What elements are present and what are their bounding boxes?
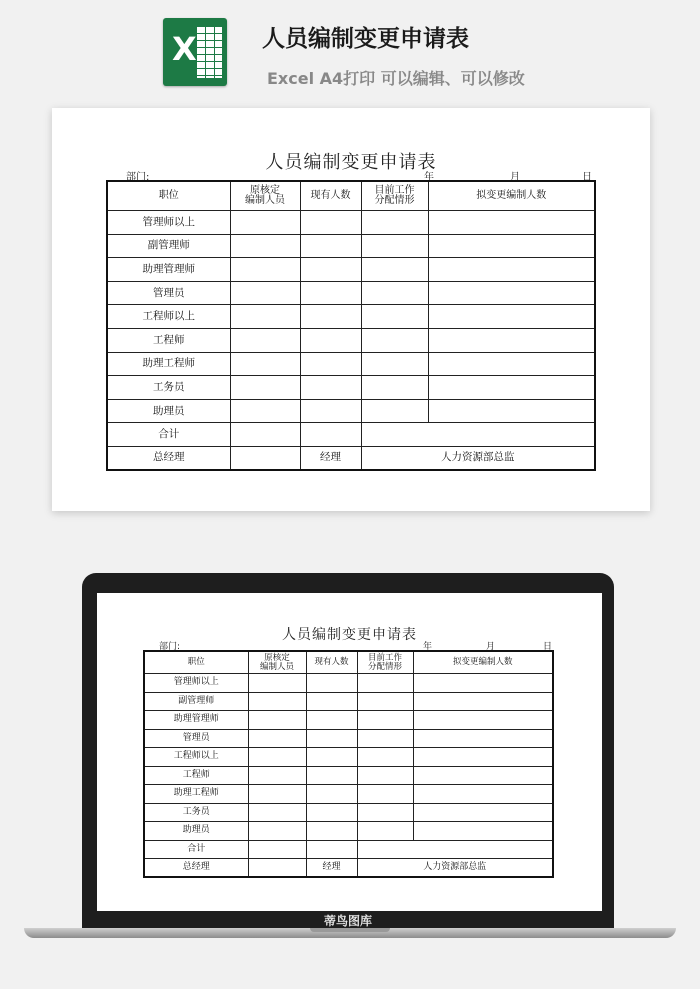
column-header: 职位 [144,651,248,674]
input-cell[interactable] [248,748,306,767]
position-cell: 管理师以上 [107,211,230,235]
column-header: 原核定 编制人员 [248,651,306,674]
table-row [144,674,553,693]
dept-label: 部门: [159,642,181,652]
hr-director-label: 人力资源部总监 [357,859,553,878]
column-header: 目前工作 分配情形 [357,651,413,674]
input-cell[interactable] [357,822,413,841]
table-row [107,399,595,423]
table-header-row [144,651,553,674]
input-cell[interactable] [413,822,553,841]
input-cell[interactable] [361,328,428,352]
position-cell: 助理管理师 [107,258,230,282]
year-label: 年 [424,172,434,183]
input-cell[interactable] [230,328,300,352]
input-cell[interactable] [306,785,357,804]
table-row [107,376,595,400]
position-cell: 助理工程师 [107,352,230,376]
input-cell[interactable] [300,352,361,376]
input-cell[interactable] [413,674,553,693]
input-cell[interactable] [306,748,357,767]
page-title: 人员编制变更申请表 [262,26,469,52]
table-row [107,281,595,305]
input-cell[interactable] [361,423,595,447]
day-label: 日 [582,172,592,183]
column-header: 拟变更编制人数 [428,181,595,211]
input-cell[interactable] [357,840,553,859]
input-cell[interactable] [361,305,428,329]
input-cell[interactable] [306,711,357,730]
input-cell[interactable] [300,376,361,400]
input-cell[interactable] [357,766,413,785]
position-cell: 管理师以上 [144,674,248,693]
input-cell[interactable] [300,211,361,235]
input-cell[interactable] [413,785,553,804]
column-header: 拟变更编制人数 [413,651,553,674]
staffing-table [143,650,554,878]
position-cell: 助理员 [144,822,248,841]
input-cell[interactable] [428,305,595,329]
input-cell[interactable] [306,674,357,693]
input-cell[interactable] [230,234,300,258]
table-header-row [107,181,595,211]
input-cell[interactable] [428,281,595,305]
table-row [107,305,595,329]
excel-icon-letter: X [172,30,197,68]
input-cell[interactable] [300,281,361,305]
month-label: 月 [510,172,520,183]
position-cell: 副管理师 [144,692,248,711]
input-cell[interactable] [306,729,357,748]
excel-icon [163,18,227,86]
laptop-screen [97,593,602,911]
gm-signature-cell[interactable] [230,446,300,470]
input-cell[interactable] [361,281,428,305]
input-cell[interactable] [357,785,413,804]
input-cell[interactable] [361,211,428,235]
column-header: 职位 [107,181,230,211]
input-cell[interactable] [300,258,361,282]
gm-signature-cell[interactable] [248,859,306,878]
table-row [144,766,553,785]
signature-row [144,859,553,878]
table-row [107,258,595,282]
input-cell[interactable] [413,711,553,730]
input-cell[interactable] [428,211,595,235]
table-row [107,211,595,235]
position-cell: 工程师以上 [144,748,248,767]
input-cell[interactable] [361,352,428,376]
input-cell[interactable] [361,234,428,258]
position-cell: 合计 [107,423,230,447]
input-cell[interactable] [248,803,306,822]
input-cell[interactable] [230,423,300,447]
input-cell[interactable] [248,840,306,859]
position-cell: 合计 [144,840,248,859]
form-title: 人员编制变更申请表 [282,627,417,643]
input-cell[interactable] [230,281,300,305]
hr-director-label: 人力资源部总监 [361,446,595,470]
dept-label: 部门: [126,172,150,183]
table-row [107,234,595,258]
laptop-notch [310,928,390,932]
day-label: 日 [543,642,553,652]
input-cell[interactable] [357,729,413,748]
table-row [144,748,553,767]
input-cell[interactable] [248,674,306,693]
input-cell[interactable] [428,328,595,352]
input-cell[interactable] [428,352,595,376]
position-cell: 助理管理师 [144,711,248,730]
input-cell[interactable] [306,766,357,785]
input-cell[interactable] [428,376,595,400]
signature-row [107,446,595,470]
manager-label: 经理 [300,446,361,470]
input-cell[interactable] [357,711,413,730]
position-cell: 助理工程师 [144,785,248,804]
input-cell[interactable] [428,399,595,423]
input-cell[interactable] [300,423,361,447]
table-row [144,840,553,859]
gm-label: 总经理 [144,859,248,878]
staffing-table [106,180,596,471]
spreadsheet-grid-icon [196,26,222,78]
input-cell[interactable] [248,785,306,804]
table-row [107,352,595,376]
page-subtitle: Excel A4打印 可以编辑、可以修改 [267,69,525,88]
input-cell[interactable] [357,692,413,711]
column-header: 原核定 编制人员 [230,181,300,211]
input-cell[interactable] [230,211,300,235]
input-cell[interactable] [300,305,361,329]
input-cell[interactable] [306,692,357,711]
gm-label: 总经理 [107,446,230,470]
position-cell: 工程师 [144,766,248,785]
position-cell: 工务员 [144,803,248,822]
column-header: 现有人数 [300,181,361,211]
input-cell[interactable] [248,822,306,841]
input-cell[interactable] [357,803,413,822]
input-cell[interactable] [361,258,428,282]
position-cell: 助理员 [107,399,230,423]
form-title: 人员编制变更申请表 [265,152,437,173]
input-cell[interactable] [300,234,361,258]
input-cell[interactable] [248,766,306,785]
input-cell[interactable] [357,674,413,693]
table-row [144,785,553,804]
input-cell[interactable] [361,399,428,423]
position-cell: 副管理师 [107,234,230,258]
position-cell: 工务员 [107,376,230,400]
position-cell: 管理员 [144,729,248,748]
input-cell[interactable] [413,692,553,711]
brand-label: 蒂鸟图库 [323,914,372,928]
table-row [107,423,595,447]
table-row [144,822,553,841]
input-cell[interactable] [230,352,300,376]
table-row [144,729,553,748]
input-cell[interactable] [413,766,553,785]
year-label: 年 [423,642,433,652]
table-row [144,803,553,822]
input-cell[interactable] [300,328,361,352]
input-cell[interactable] [413,729,553,748]
column-header: 目前工作 分配情形 [361,181,428,211]
input-cell[interactable] [300,399,361,423]
position-cell: 工程师 [107,328,230,352]
input-cell[interactable] [413,803,553,822]
input-cell[interactable] [248,692,306,711]
input-cell[interactable] [306,803,357,822]
input-cell[interactable] [230,376,300,400]
input-cell[interactable] [248,711,306,730]
input-cell[interactable] [248,729,306,748]
table-row [144,692,553,711]
manager-label: 经理 [306,859,357,878]
sheet-preview [52,108,650,511]
input-cell[interactable] [306,840,357,859]
input-cell[interactable] [357,748,413,767]
input-cell[interactable] [428,258,595,282]
input-cell[interactable] [230,305,300,329]
table-row [107,328,595,352]
position-cell: 工程师以上 [107,305,230,329]
input-cell[interactable] [413,748,553,767]
input-cell[interactable] [361,376,428,400]
table-row [144,711,553,730]
position-cell: 管理员 [107,281,230,305]
month-label: 月 [486,642,496,652]
input-cell[interactable] [428,234,595,258]
input-cell[interactable] [230,258,300,282]
input-cell[interactable] [306,822,357,841]
column-header: 现有人数 [306,651,357,674]
input-cell[interactable] [230,399,300,423]
